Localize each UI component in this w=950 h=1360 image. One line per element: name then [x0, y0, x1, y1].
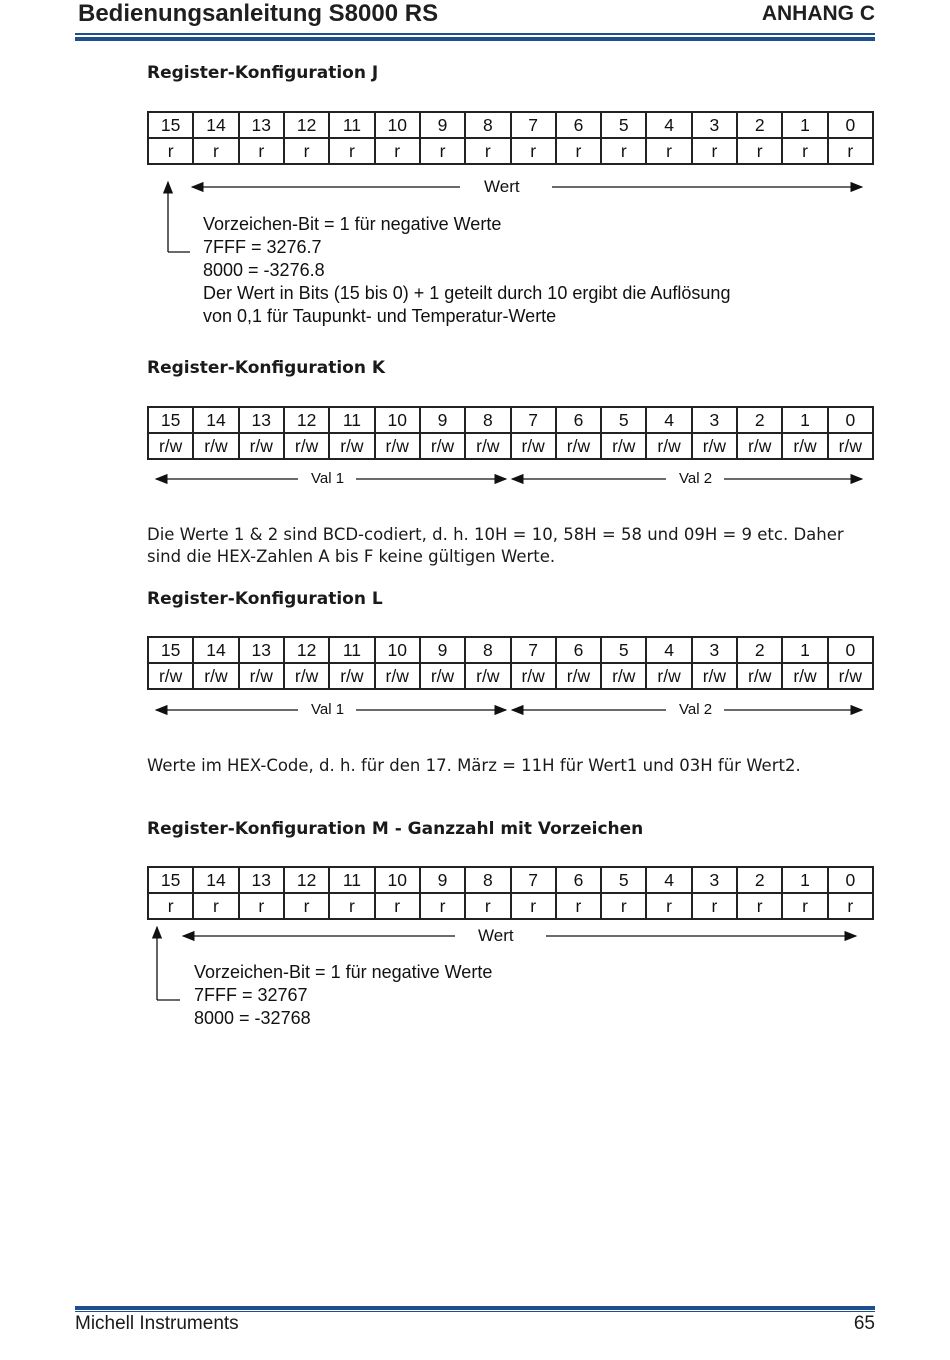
bit-cell: 3	[692, 867, 737, 893]
access-cell: r	[737, 893, 782, 919]
register-table-l	[147, 636, 874, 690]
access-cell: r	[329, 138, 374, 164]
bit-cell: 6	[556, 407, 601, 433]
access-cell: r	[375, 893, 420, 919]
note-line: 8000 = -32768	[194, 1008, 311, 1028]
access-cell: r	[601, 893, 646, 919]
access-cell: r	[148, 893, 193, 919]
bit-cell: 1	[782, 112, 827, 138]
footer-rule-thick	[75, 1306, 875, 1310]
page-number: 65	[853, 1313, 875, 1334]
access-cell: r	[193, 138, 238, 164]
note-line: Der Wert in Bits (15 bis 0) + 1 geteilt durch 10 ergibt die Auflösung	[203, 283, 731, 303]
access-cell: r/w	[375, 663, 420, 689]
access-cell: r/w	[828, 433, 873, 459]
bit-cell: 9	[420, 637, 465, 663]
section-title-m: Register-Konfiguration M - Ganzzahl mit Vorzeichen	[147, 819, 644, 839]
access-cell: r/w	[148, 433, 193, 459]
val1-label-k: Val 1	[306, 470, 349, 487]
sign-bit-arrow-m	[157, 927, 180, 1000]
bit-cell: 13	[239, 867, 284, 893]
para-line: Die Werte 1 & 2 sind BCD-codiert, d. h. 10H = 10, 58H = 58 und 09H = 9 etc. Daher	[147, 525, 844, 544]
access-cell: r/w	[556, 433, 601, 459]
note-line: von 0,1 für Taupunkt- und Temperatur-Werte	[203, 306, 557, 326]
access-cell: r/w	[646, 433, 691, 459]
bit-cell: 13	[239, 407, 284, 433]
bit-cell: 15	[148, 637, 193, 663]
bit-cell: 14	[193, 637, 238, 663]
bit-cell: 7	[511, 867, 556, 893]
bit-cell: 4	[646, 867, 691, 893]
note-line: Vorzeichen-Bit = 1 für negative Werte	[203, 214, 502, 234]
access-cell: r	[329, 893, 374, 919]
access-cell: r/w	[646, 663, 691, 689]
bit-cell: 10	[375, 867, 420, 893]
note-line: 7FFF = 32767	[194, 985, 308, 1005]
note-line: 8000 = -3276.8	[203, 260, 325, 280]
bit-cell: 9	[420, 407, 465, 433]
bit-cell: 8	[465, 112, 510, 138]
notes-m	[194, 961, 492, 1030]
section-title-k: Register-Konfiguration K	[147, 358, 386, 378]
access-cell: r	[556, 893, 601, 919]
access-cell: r/w	[601, 663, 646, 689]
bit-cell: 0	[828, 407, 873, 433]
access-cell: r/w	[239, 663, 284, 689]
access-cell: r/w	[692, 663, 737, 689]
note-line: 7FFF = 3276.7	[203, 237, 322, 257]
bit-cell: 12	[284, 112, 329, 138]
access-cell: r/w	[737, 663, 782, 689]
bit-cell: 13	[239, 112, 284, 138]
access-cell: r	[284, 893, 329, 919]
appendix-label: ANHANG C	[761, 2, 875, 25]
access-cell: r	[511, 138, 556, 164]
range-label-j: Wert	[478, 177, 526, 197]
access-cell: r	[465, 138, 510, 164]
bit-cell: 9	[420, 867, 465, 893]
bit-cell: 15	[148, 112, 193, 138]
access-row	[148, 433, 873, 459]
bit-cell: 10	[375, 407, 420, 433]
bit-cell: 4	[646, 112, 691, 138]
access-cell: r	[828, 138, 873, 164]
access-cell: r	[420, 138, 465, 164]
access-cell: r	[692, 138, 737, 164]
bit-cell: 9	[420, 112, 465, 138]
bit-number-row	[148, 407, 873, 433]
access-cell: r/w	[556, 663, 601, 689]
bit-cell: 5	[601, 867, 646, 893]
bit-cell: 12	[284, 637, 329, 663]
access-cell: r	[465, 893, 510, 919]
bit-cell: 11	[329, 407, 374, 433]
bit-cell: 10	[375, 112, 420, 138]
access-cell: r/w	[601, 433, 646, 459]
bit-cell: 2	[737, 867, 782, 893]
paragraph-l: Werte im HEX-Code, d. h. für den 17. März = 11H für Wert1 und 03H für Wert2.	[147, 756, 801, 775]
bit-cell: 6	[556, 637, 601, 663]
bit-cell: 11	[329, 112, 374, 138]
bit-cell: 0	[828, 112, 873, 138]
access-cell: r	[828, 893, 873, 919]
access-cell: r/w	[420, 433, 465, 459]
sign-bit-arrow-j	[168, 182, 190, 252]
access-cell: r/w	[375, 433, 420, 459]
document-title: Bedienungsanleitung S8000 RS	[78, 0, 439, 27]
bit-cell: 5	[601, 112, 646, 138]
bit-cell: 3	[692, 112, 737, 138]
bit-cell: 14	[193, 112, 238, 138]
access-row	[148, 893, 873, 919]
access-cell: r/w	[193, 663, 238, 689]
access-cell: r/w	[329, 433, 374, 459]
bit-cell: 8	[465, 407, 510, 433]
access-cell: r/w	[828, 663, 873, 689]
access-cell: r	[782, 893, 827, 919]
access-cell: r/w	[465, 433, 510, 459]
bit-cell: 2	[737, 407, 782, 433]
range-label-m: Wert	[472, 926, 520, 946]
footer-rule-thin	[75, 1311, 875, 1312]
paragraph-k	[147, 524, 844, 568]
access-cell: r/w	[420, 663, 465, 689]
bit-cell: 13	[239, 637, 284, 663]
access-cell: r	[646, 138, 691, 164]
access-cell: r	[284, 138, 329, 164]
bit-number-row	[148, 637, 873, 663]
bit-cell: 10	[375, 637, 420, 663]
bit-cell: 0	[828, 637, 873, 663]
access-cell: r	[692, 893, 737, 919]
note-line: Vorzeichen-Bit = 1 für negative Werte	[194, 962, 493, 982]
bit-cell: 5	[601, 407, 646, 433]
access-cell: r	[375, 138, 420, 164]
access-cell: r	[646, 893, 691, 919]
access-cell: r	[511, 893, 556, 919]
access-cell: r/w	[511, 663, 556, 689]
bit-cell: 3	[692, 637, 737, 663]
access-cell: r	[420, 893, 465, 919]
bit-cell: 2	[737, 637, 782, 663]
access-cell: r	[556, 138, 601, 164]
bit-cell: 1	[782, 637, 827, 663]
bit-cell: 4	[646, 637, 691, 663]
notes-j	[203, 213, 730, 328]
access-cell: r	[601, 138, 646, 164]
bit-cell: 4	[646, 407, 691, 433]
bit-cell: 2	[737, 112, 782, 138]
bit-cell: 7	[511, 407, 556, 433]
bit-cell: 6	[556, 867, 601, 893]
bit-cell: 1	[782, 867, 827, 893]
access-cell: r/w	[782, 663, 827, 689]
register-table-k	[147, 406, 874, 460]
bit-cell: 5	[601, 637, 646, 663]
access-cell: r/w	[284, 663, 329, 689]
bit-cell: 12	[284, 407, 329, 433]
section-title-j: Register-Konfiguration J	[147, 63, 379, 83]
bit-cell: 11	[329, 867, 374, 893]
access-cell: r	[193, 893, 238, 919]
access-cell: r/w	[465, 663, 510, 689]
access-cell: r/w	[737, 433, 782, 459]
section-title-l: Register-Konfiguration L	[147, 589, 383, 609]
val2-label-l: Val 2	[674, 701, 717, 718]
access-cell: r	[737, 138, 782, 164]
bit-cell: 3	[692, 407, 737, 433]
bit-cell: 6	[556, 112, 601, 138]
access-cell: r/w	[284, 433, 329, 459]
bit-cell: 11	[329, 637, 374, 663]
bit-cell: 8	[465, 867, 510, 893]
footer-company: Michell Instruments	[75, 1313, 239, 1334]
bit-cell: 8	[465, 637, 510, 663]
access-cell: r/w	[329, 663, 374, 689]
access-cell: r	[148, 138, 193, 164]
bit-cell: 15	[148, 867, 193, 893]
val2-label-k: Val 2	[674, 470, 717, 487]
bit-cell: 0	[828, 867, 873, 893]
bit-number-row	[148, 867, 873, 893]
access-cell: r/w	[148, 663, 193, 689]
para-line: sind die HEX-Zahlen A bis F keine gültigen Werte.	[147, 547, 556, 566]
bit-cell: 12	[284, 867, 329, 893]
bit-cell: 1	[782, 407, 827, 433]
val1-label-l: Val 1	[306, 701, 349, 718]
bit-cell: 7	[511, 112, 556, 138]
access-cell: r	[782, 138, 827, 164]
register-table-m	[147, 866, 874, 920]
bit-cell: 14	[193, 867, 238, 893]
access-cell: r/w	[193, 433, 238, 459]
access-cell: r/w	[239, 433, 284, 459]
access-cell: r/w	[511, 433, 556, 459]
bit-cell: 15	[148, 407, 193, 433]
bit-cell: 14	[193, 407, 238, 433]
bit-cell: 7	[511, 637, 556, 663]
access-row	[148, 663, 873, 689]
access-cell: r/w	[692, 433, 737, 459]
access-cell: r	[239, 138, 284, 164]
access-cell: r	[239, 893, 284, 919]
access-cell: r/w	[782, 433, 827, 459]
